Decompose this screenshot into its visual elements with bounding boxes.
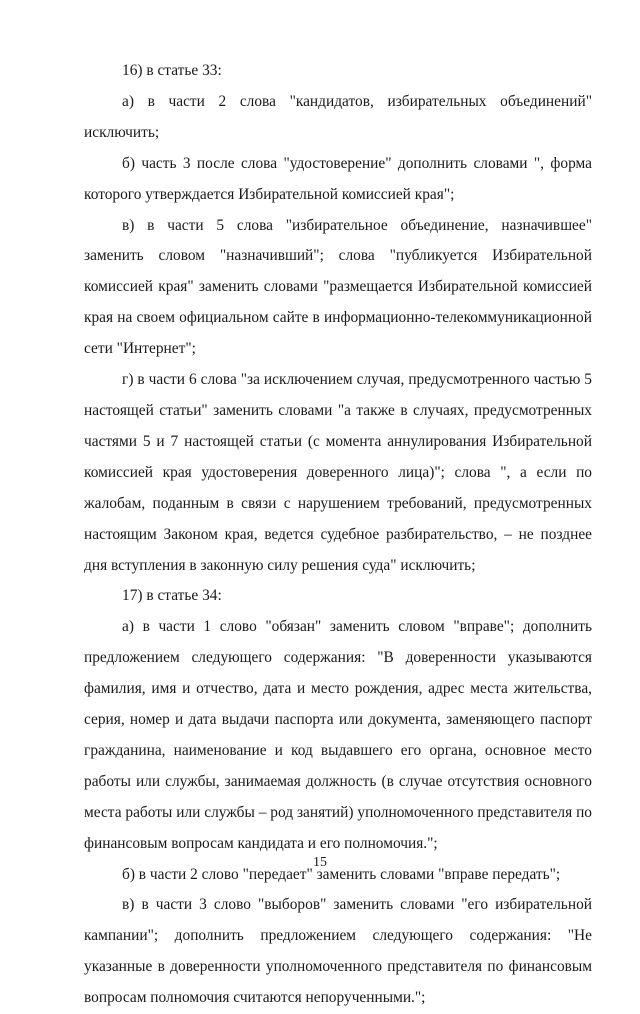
page-number: 15 — [313, 855, 327, 870]
paragraph-34-b: б) в части 2 слово "передает" заменить словами "вправе передать"; — [122, 865, 561, 883]
paragraph-article-34: 17) в статье 34: — [122, 587, 222, 605]
paragraph-34-v: в) в части 3 слово "выборов" заменить словами "его избирательной кампании"; дополнить предложением следующего содержания: "Не указанные в доверенности уполномоченного представителя по финансовым вопросам полномочия считаются непорученными."; — [84, 896, 592, 1007]
paragraph-33-v: в) в части 5 слова "избирательное объединение, назначившее" заменить словом "назначивший"; слова "публикуется Избирательной комиссией края" заменить словами "размещается Избирательной комиссией края на своем официальном сайте в информационно-телекоммуникационной сети "Интернет"; — [84, 216, 592, 358]
paragraph-33-a: а) в части 2 слова "кандидатов, избирательных объединений" исключить; — [84, 92, 592, 141]
paragraph-article-33: 16) в статье 33: — [122, 62, 222, 79]
paragraph-33-b: б) часть 3 после слова "удостоверение" дополнить словами ", форма которого утверждается Избирательной комиссией края"; — [84, 154, 592, 203]
paragraph-34-a: а) в части 1 слово "обязан" заменить словом "вправе"; дополнить предложением следующего содержания: "В доверенности указываются фамилия, имя и отчество, дата и место рождения, адрес места жительства, серия, номер и дата выдачи паспорта или документа, заменяющего паспорт гражданина, наименование и код выдавшего его органа, основное место работы или службы, занимаемая должность (в случае отсутствия основного места работы или службы – род занятий) уполномоченного представителя по финансовым вопросам кандидата и его полномочия."; — [84, 618, 592, 852]
paragraph-33-g: г) в части 6 слова "за исключением случая, предусмотренного частью 5 настоящей статьи" заменить словами "а также в случаях, предусмотренных частями 5 и 7 настоящей статьи (с момента аннулирования Избирательной комиссией края удостоверения доверенного лица)"; слова ", а если по жалобам, поданным в связи с нарушением требований, предусмотренных настоящим Законом края, ведется судебное разбирательство, – не позднее дня вступления в законную силу решения суда" исключить; — [84, 371, 592, 574]
